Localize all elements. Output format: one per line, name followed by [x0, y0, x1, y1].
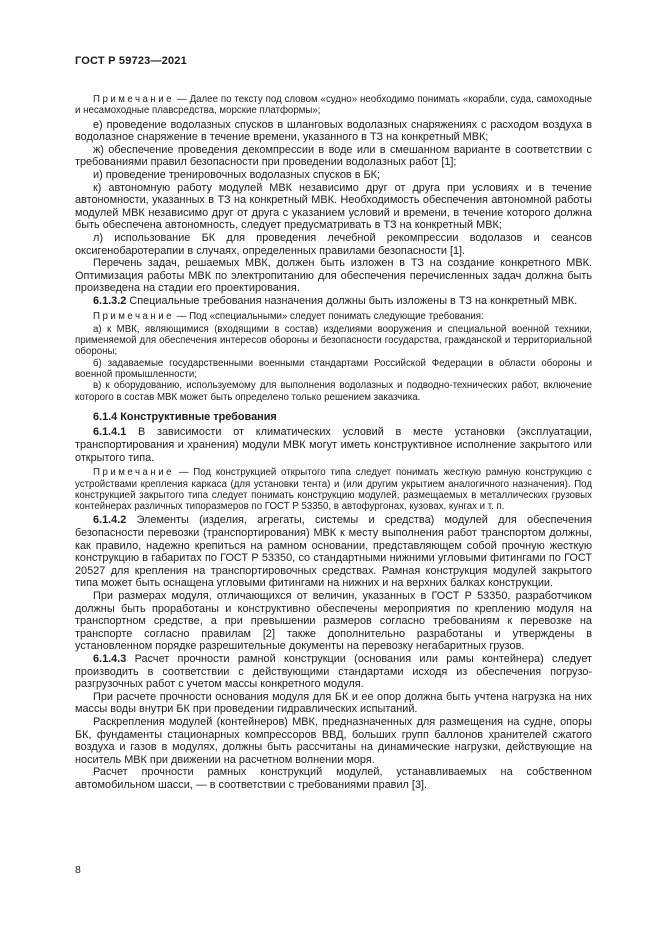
paragraph-text: Расчет прочности рамных конструкций модулей, устанавливаемых на собственном автомобильном шасси, — в соответствии с требованиями правил [3]. — [75, 766, 592, 791]
note-label: Примечание — [93, 467, 175, 479]
section-heading — [75, 411, 592, 424]
paragraph-text: и) проведение тренировочных водолазных спусков в БК; — [93, 168, 381, 181]
paragraph-text: В зависимости от климатических условий в месте установки (эксплуатации, транспортирования и хранения) модули МВК могут иметь конструктивное исполнение закрытого или открытого типа. — [75, 426, 592, 464]
paragraph — [75, 144, 592, 169]
paragraph-text: л) использование БК для проведения лечебной рекомпрессии водолазов и сеансов оксигенобаротерапии в случаях, определенных правилами безопасности [1]. — [75, 231, 592, 257]
paragraph — [75, 590, 592, 653]
paragraph — [75, 182, 592, 232]
paragraph-text: Перечень задач, решаемых МВК, должен быть изложен в ТЗ на создание конкретного МВК. Оптимизация работы МВК по электропитанию для обеспечения перечисленных задач должна быть произведена на стадии его проектирования. — [75, 257, 592, 295]
paragraph — [75, 169, 592, 182]
note-paragraph — [75, 467, 592, 512]
paragraph-text: а) к МВК, являющимися (входящими в состав) изделиями вооружения и специальной военной техники, применяемой для обеспечения интересов обороны и безопасности государства, гражданской и территориальной обороны; — [75, 323, 592, 358]
note-item-paragraph — [75, 358, 592, 381]
clause-paragraph — [75, 295, 592, 308]
paragraph-text: к) автономную работу модулей МВК независимо друг от друга при условиях и в течение автономности, указанных в ТЗ на конкретный МВК. Необходимость обеспечения автономной работы модулей МВК независимо друг от друга с указанием условий и времени, в течение которого должна быть обеспечена автономность, следует предусматривать в ТЗ на конкретный МВК; — [75, 181, 592, 232]
paragraph-text: — Далее по тексту под словом «судно» необходимо понимать «корабли, суда, самоходные и несамоходные плавсредства, морские платформы»; — [75, 94, 592, 117]
paragraph-text: — Под конструкцией открытого типа следует понимать жесткую рамную конструкцию с устройствами крепления каркаса (для установки тента) и (или другим укрытием аналогичного назначения). Под конструкцией закрытого типа следует понимать конструкцию модулей, размещаемых в металлических грузовых контейнерах различных типоразмеров по ГОСТ Р 53350, в автофургонах, кузовах, кунгах и т. п. — [75, 467, 592, 513]
paragraph — [75, 716, 592, 766]
page-number: 8 — [75, 864, 81, 876]
paragraph — [75, 766, 592, 791]
clause-number: 6.1.3.2 — [93, 294, 127, 307]
clause-number: 6.1.4.3 — [93, 652, 127, 665]
paragraph — [75, 119, 592, 144]
paragraph-text: При размерах модуля, отличающихся от величин, указанных в ГОСТ Р 53350, разработчиком должны быть проработаны и конструктивно обеспечены мероприятия по креплению модуля на транспортном средстве, а при превышении размеров согласно требованиям к перевозке на транспорте согласно правилам [2] также дополнительно разработаны и утверждены в установленном порядке разрешительные документы на перевозку негабаритных грузов. — [75, 590, 592, 653]
paragraph — [75, 257, 592, 295]
clause-paragraph — [75, 653, 592, 691]
standard-designation: ГОСТ Р 59723—2021 — [75, 55, 187, 67]
paragraph-text: Раскрепления модулей (контейнеров) МВК, предназначенных для размещения на судне, опоры БК, фундаменты стационарных компрессоров ВВД, больших групп баллонов хранителей сжатого воздуха и газов в модулях, должны быть рассчитаны на динамические нагрузки, действующие на носитель МВК при движении на расчетном волнении моря. — [75, 715, 592, 766]
heading-number: 6.1.4 — [93, 410, 118, 423]
paragraph — [75, 691, 592, 716]
paragraph-text: ж) обеспечение проведения декомпрессии в воде или в смешанном варианте в соответствии с требованиями правил безопасности при проведении водолазных работ [1]; — [75, 143, 592, 169]
note-label: Примечание — [93, 94, 175, 105]
clause-number: 6.1.4.1 — [93, 426, 127, 439]
paragraph-text: Специальные требования назначения должны быть изложены в ТЗ на конкретный МВК. — [129, 294, 578, 307]
clause-paragraph — [75, 514, 592, 590]
clause-paragraph — [75, 426, 592, 464]
paragraph-text: Элементы (изделия, агрегаты, системы и средства) модулей для обеспечения безопасности перевозки (транспортирования) МВК к месту выполнения работ транспортом должны, как правило, надежно крепиться на рамном основании, представляющем собой прочную жесткую конструкцию в габаритах по ГОСТ Р 53350, со стандартными нижними угловыми фитингами по ГОСТ 20527 для крепления на транспортировочных средствах. Рамная конструкция модулей закрытого типа может быть оснащена угловыми фитингами на нижних и на верхних балках конструкции. — [75, 514, 593, 590]
page-header — [75, 55, 187, 67]
clause-number: 6.1.4.2 — [93, 514, 127, 527]
paragraph-text: в) к оборудованию, используемому для выполнения водолазных и подводно-технических работ, включение которого в состав МВК может быть определено только решением заказчика. — [75, 380, 592, 403]
document-body — [75, 91, 592, 792]
note-item-paragraph — [75, 380, 592, 403]
paragraph-text: При расчете прочности основания модуля для БК и ее опор должна быть учтена нагрузка на них массы воды внутри БК при проведении гидравлических испытаний. — [75, 690, 592, 716]
paragraph-text: Расчет прочности рамной конструкции (основания или рамы контейнера) следует производить в соответствии с действующими стандартами исходя из обеспечения погрузо-разгрузочных работ с учетом массы конкретного модуля. — [75, 652, 592, 691]
note-paragraph — [75, 94, 592, 117]
note-paragraph — [75, 311, 592, 322]
note-label: Примечание — [93, 310, 175, 322]
paragraph — [75, 232, 592, 257]
paragraph-text: е) проведение водолазных спусков в шланговых водолазных снаряжениях с расходом воздуха в водолазное снаряжение в течение времени, указанного в ТЗ на конкретный МВК; — [75, 118, 592, 144]
paragraph-text: — Под «специальными» следует понимать следующие требования: — [176, 310, 484, 322]
heading-text: Конструктивные требования — [120, 410, 277, 423]
note-item-paragraph — [75, 324, 592, 358]
page-footer — [75, 864, 81, 876]
paragraph-text: б) задаваемые государственными военными стандартами Российской Федерации в области обороны и военной промышленности; — [75, 357, 592, 380]
